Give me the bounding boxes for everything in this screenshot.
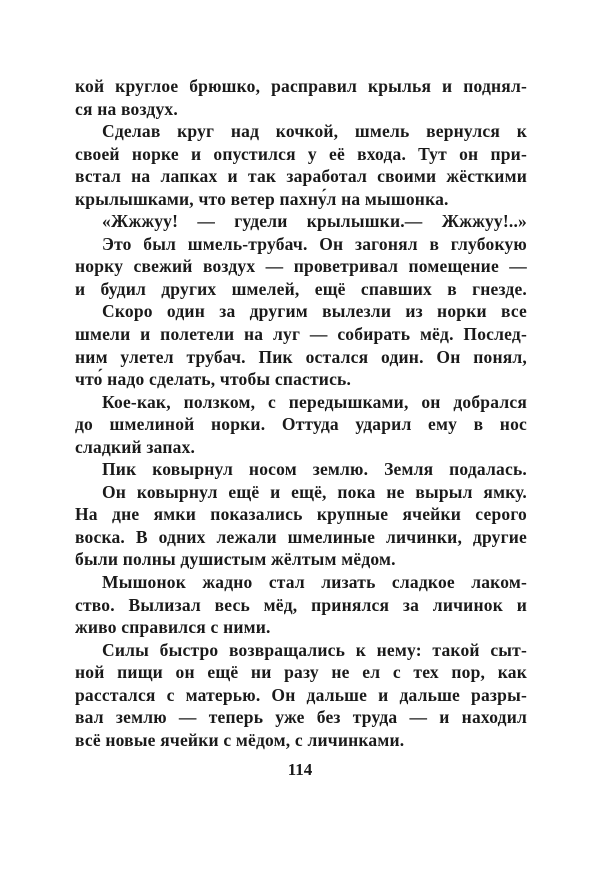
text-line: Он ковырнул ещё и ещё, пока не вырыл ямку.	[102, 481, 527, 502]
text-line: Мышонок жадно стал лизать сладкое лаком-	[102, 572, 527, 593]
paragraph	[75, 391, 527, 459]
text-line: и будил других шмелей, ещё спавших в гнезде.	[75, 278, 527, 299]
text-line: Силы быстро возвращались к нему: такой сыт-	[102, 639, 527, 660]
text-line: Сделав круг над кочкой, шмель вернулся к	[102, 121, 527, 142]
text-line: ство. Вылизал весь мёд, принялся за личинок и	[75, 594, 527, 615]
text-line: были полны душистым жёлтым мёдом.	[75, 549, 396, 570]
text-line: воска. В одних лежали шмелиные личинки, другие	[75, 526, 527, 547]
text-line: крылышками, что ветер пахну́л на мышонка.	[75, 188, 449, 209]
text-line: своей норке и опустился у её входа. Тут он при-	[75, 143, 527, 164]
paragraph	[75, 300, 527, 390]
paragraph	[75, 639, 527, 752]
text-line: норку свежий воздух — проветривал помещение —	[75, 256, 527, 277]
text-line: Это был шмель-трубач. Он загонял в глубокую	[102, 233, 527, 254]
paragraph	[75, 571, 527, 639]
text-line: до шмелиной норки. Оттуда ударил ему в нос	[75, 414, 527, 435]
text-line: ся на воздух.	[75, 98, 178, 119]
paragraph	[75, 210, 527, 233]
paragraph	[75, 233, 527, 301]
paragraph	[75, 75, 527, 120]
text-line: что́ надо сделать, чтобы спастись.	[75, 369, 352, 390]
text-line: Кое-как, ползком, с передышками, он добрался	[102, 391, 527, 412]
text-line: шмели и полетели на луг — собирать мёд. Послед-	[75, 324, 527, 345]
text-line: расстался с матерью. Он дальше и дальше разры-	[75, 684, 527, 705]
text-line: Пик ковырнул носом землю. Земля подалась.	[102, 459, 527, 480]
paragraph	[75, 481, 527, 571]
text-line: На дне ямки показались крупные ячейки серого	[75, 504, 527, 525]
paragraph	[75, 120, 527, 210]
text-line: Скоро один за другим вылезли из норки все	[102, 301, 527, 322]
paragraph	[75, 458, 527, 481]
text-line: «Жжжуу! — гудели крылышки.— Жжжуу!..»	[102, 211, 527, 232]
text-line: сладкий запах.	[75, 436, 196, 457]
text-line: кой круглое брюшко, расправил крылья и поднял-	[75, 76, 527, 96]
text-line: ной пищи он ещё ни разу не ел с тех пор, как	[75, 662, 527, 683]
text-line: всё новые ячейки с мёдом, с личинками.	[75, 729, 405, 750]
page-number: 114	[287, 760, 313, 779]
text-line: встал на лапках и так заработал своими жёсткими	[75, 166, 527, 187]
text-line: живо справился с ними.	[75, 617, 271, 638]
text-line: вал землю — теперь уже без труда — и находил	[75, 707, 527, 728]
book-page-text	[75, 75, 527, 751]
text-line: ним улетел трубач. Пик остался один. Он понял,	[75, 346, 527, 367]
